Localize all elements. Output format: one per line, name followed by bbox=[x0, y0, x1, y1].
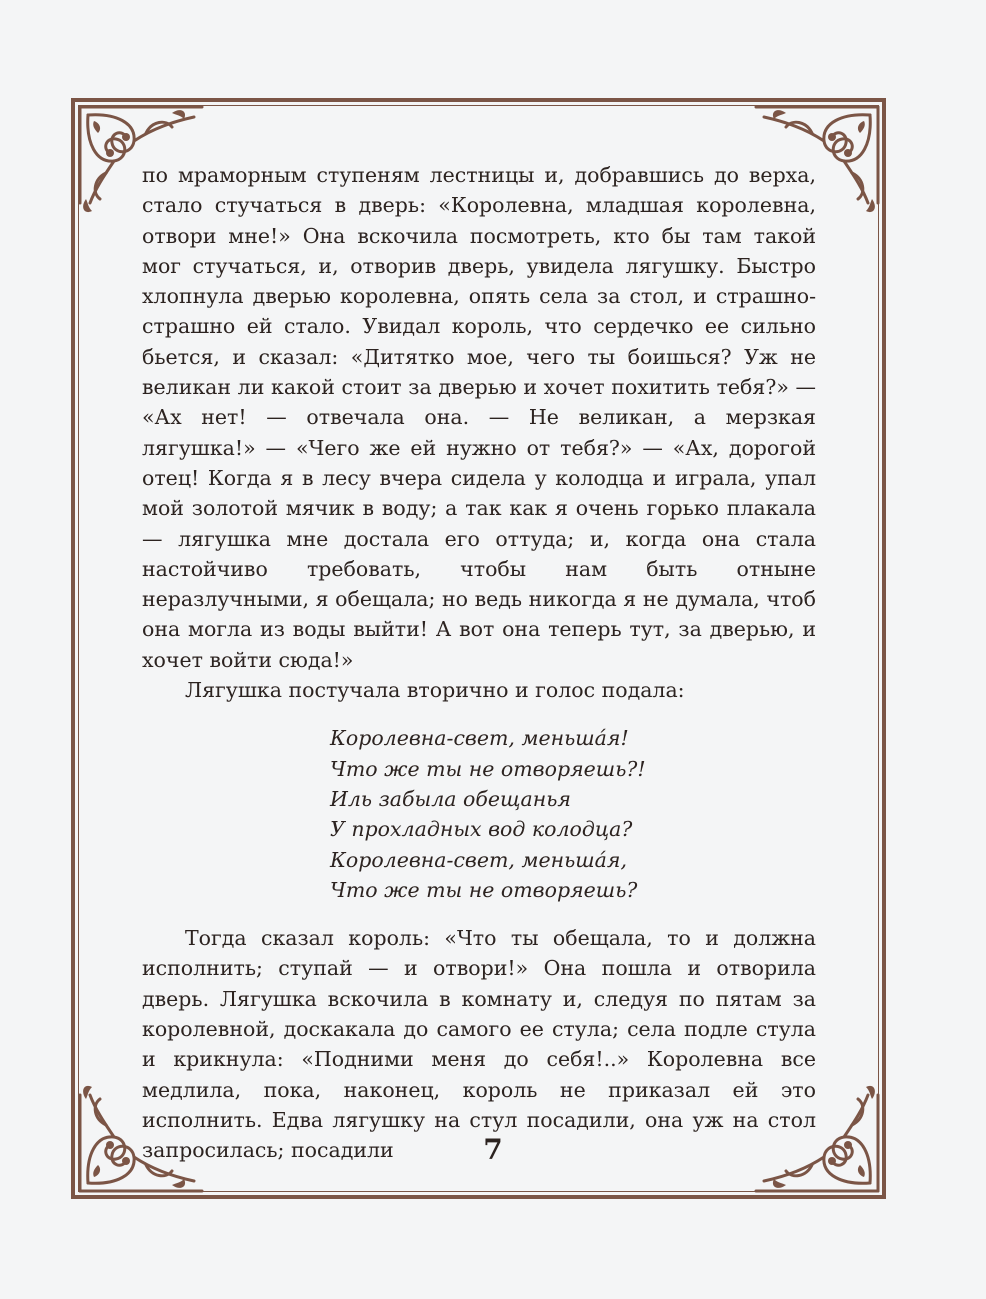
verse-block bbox=[330, 723, 816, 905]
verse-line: Королевна-свет, меньша́я, bbox=[330, 847, 627, 872]
verse-line: Что же ты не отворяешь? bbox=[330, 877, 638, 902]
verse-line: Что же ты не отворяешь?! bbox=[330, 756, 646, 781]
paragraph-continued: по мраморным ступеням лестницы и, добравшись до верха, стало стучаться в дверь: «Королевна, младшая королевна, отвори мне!» Она вскочила посмотреть, кто бы там такой мог стучаться, и, отворив дверь, увидела лягушку. Быстро хлопнула дверью королевна, опять села за стол, и страшно-страшно ей стало. Увидал король, что сердечко ее сильно бьется, и сказал: «Дитятко мое, чего ты боишься? Уж не великан ли какой стоит за дверью и хочет похитить тебя?» — «Ах нет! — отвечала она. — Не великан, а мерзкая лягушка!» — «Чего же ей нужно от тебя?» — «Ах, дорогой отец! Когда я в лесу вчера сидела у колодца и играла, упал мой золотой мячик в воду; а так как я очень горько плакала — лягушка мне достала его оттуда; и, когда она стала настойчиво требовать, чтобы нам быть отныне неразлучными, я обещала; но ведь никогда я не думала, чтоб она могла из воды выйти! А вот она теперь тут, за дверью, и хочет войти сюда!» bbox=[142, 163, 816, 672]
paragraph-king-speaks: Тогда сказал король: «Что ты обещала, то и должна исполнить; ступай — и отвори!» Она пошла и отворила дверь. Лягушка вскочила в комнату и, следуя по пятам за королевной, доскакала до самого ее стула; села подле стула и крикнула: «Подними меня до себя!..» Королевна все медлила, пока, наконец, король не приказал ей это исполнить. Едва лягушку на стул посадили, она уж на стол запросилась; посадили bbox=[142, 926, 816, 1163]
page-text bbox=[142, 160, 816, 1166]
verse-line: У прохладных вод колодца? bbox=[330, 817, 633, 842]
verse-line: Королевна-свет, меньша́я! bbox=[330, 726, 629, 751]
page-number: 7 bbox=[483, 1133, 503, 1166]
paragraph-frog-knocks: Лягушка постучала вторично и голос подала: bbox=[185, 678, 685, 703]
verse-line: Иль забыла обещанья bbox=[330, 786, 571, 811]
